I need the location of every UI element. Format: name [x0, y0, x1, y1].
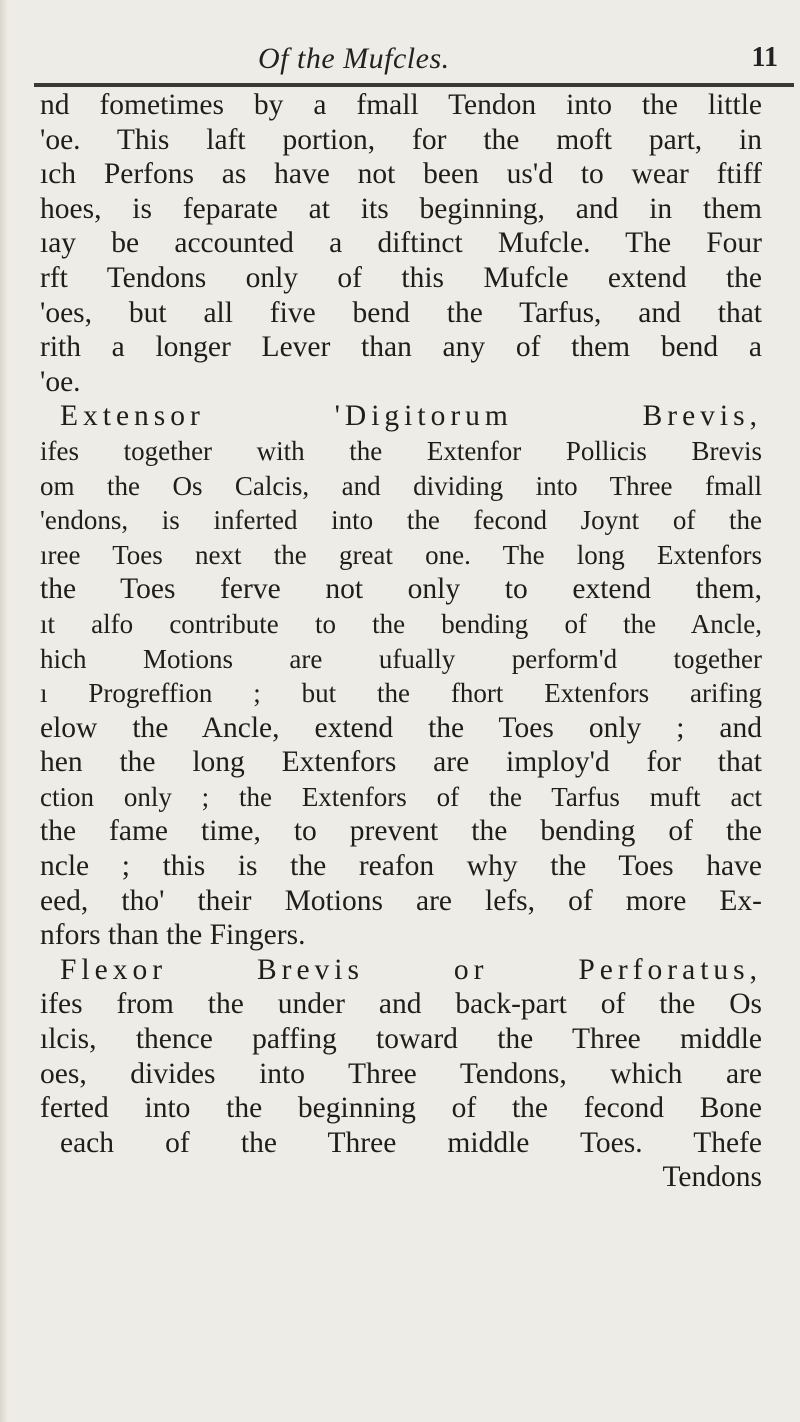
text-line: nd fometimes by a fmall Tendon into the little — [40, 89, 762, 121]
text-line: nfors than the Fingers. — [40, 919, 306, 952]
body-text — [40, 88, 762, 1195]
running-head: Of the Mufcles. — [258, 42, 450, 75]
text-line: rith a longer Lever than any of them bend a — [40, 331, 762, 364]
text-line: ifes together with the Extenfor Pollicis Brevis — [40, 435, 762, 466]
text-line: elow the Ancle, extend the Toes only ; and — [40, 711, 762, 744]
text-line: 'oe. This laft portion, for the moft part, in — [40, 123, 762, 156]
text-line: each of the Three middle Toes. Thefe — [60, 1126, 762, 1159]
text-line: eed, tho' their Motions are lefs, of more Ex- — [40, 884, 762, 917]
text-line: 'oe. — [40, 365, 81, 398]
text-line: ncle ; this is the reafon why the Toes have — [40, 850, 762, 883]
section-heading-flexor: Flexor Brevis or Perforatus, — [60, 953, 762, 986]
text-line: ıay be accounted a diftinct Mufcle. The Four — [40, 227, 762, 260]
text-line: om the Os Calcis, and dividing into Three fmall — [40, 470, 762, 501]
text-line: hoes, is feparate at its beginning, and in them — [40, 192, 762, 225]
text-line: rft Tendons only of this Mufcle extend the — [40, 261, 762, 294]
header-rule — [34, 83, 794, 87]
text-line: ıree Toes next the great one. The long Extenfors — [40, 539, 762, 570]
text-line: ıt alfo contribute to the bending of the Ancle, — [40, 608, 762, 639]
text-line: ferted into the beginning of the fecond Bone — [40, 1092, 762, 1125]
text-line: ıch Perfons as have not been us'd to wear ftiff — [40, 158, 762, 191]
text-line: hich Motions are ufually perform'd together — [40, 643, 762, 674]
text-line: hen the long Extenfors are imploy'd for that — [40, 746, 762, 779]
page-gutter-shadow — [0, 0, 8, 1422]
page-number: 11 — [751, 42, 778, 73]
text-line: 'endons, is inferted into the fecond Joynt of the — [40, 505, 762, 536]
text-line: 'oes, but all five bend the Tarfus, and that — [40, 296, 762, 329]
catchword: Tendons — [662, 1161, 762, 1194]
page-header — [0, 42, 800, 82]
text-line: the fame time, to prevent the bending of the — [40, 815, 762, 848]
text-line: the Toes ferve not only to extend them, — [40, 573, 762, 606]
text-line: ction only ; the Extenfors of the Tarfus muft act — [40, 781, 762, 812]
section-heading-extensor: Extensor 'Digitorum Brevis, — [60, 400, 762, 433]
text-line: ı Progreffion ; but the fhort Extenfors arifing — [40, 678, 762, 709]
text-line: oes, divides into Three Tendons, which are — [40, 1057, 762, 1090]
text-line: ılcis, thence paffing toward the Three middle — [40, 1023, 762, 1056]
text-line: ifes from the under and back-part of the Os — [40, 988, 762, 1021]
